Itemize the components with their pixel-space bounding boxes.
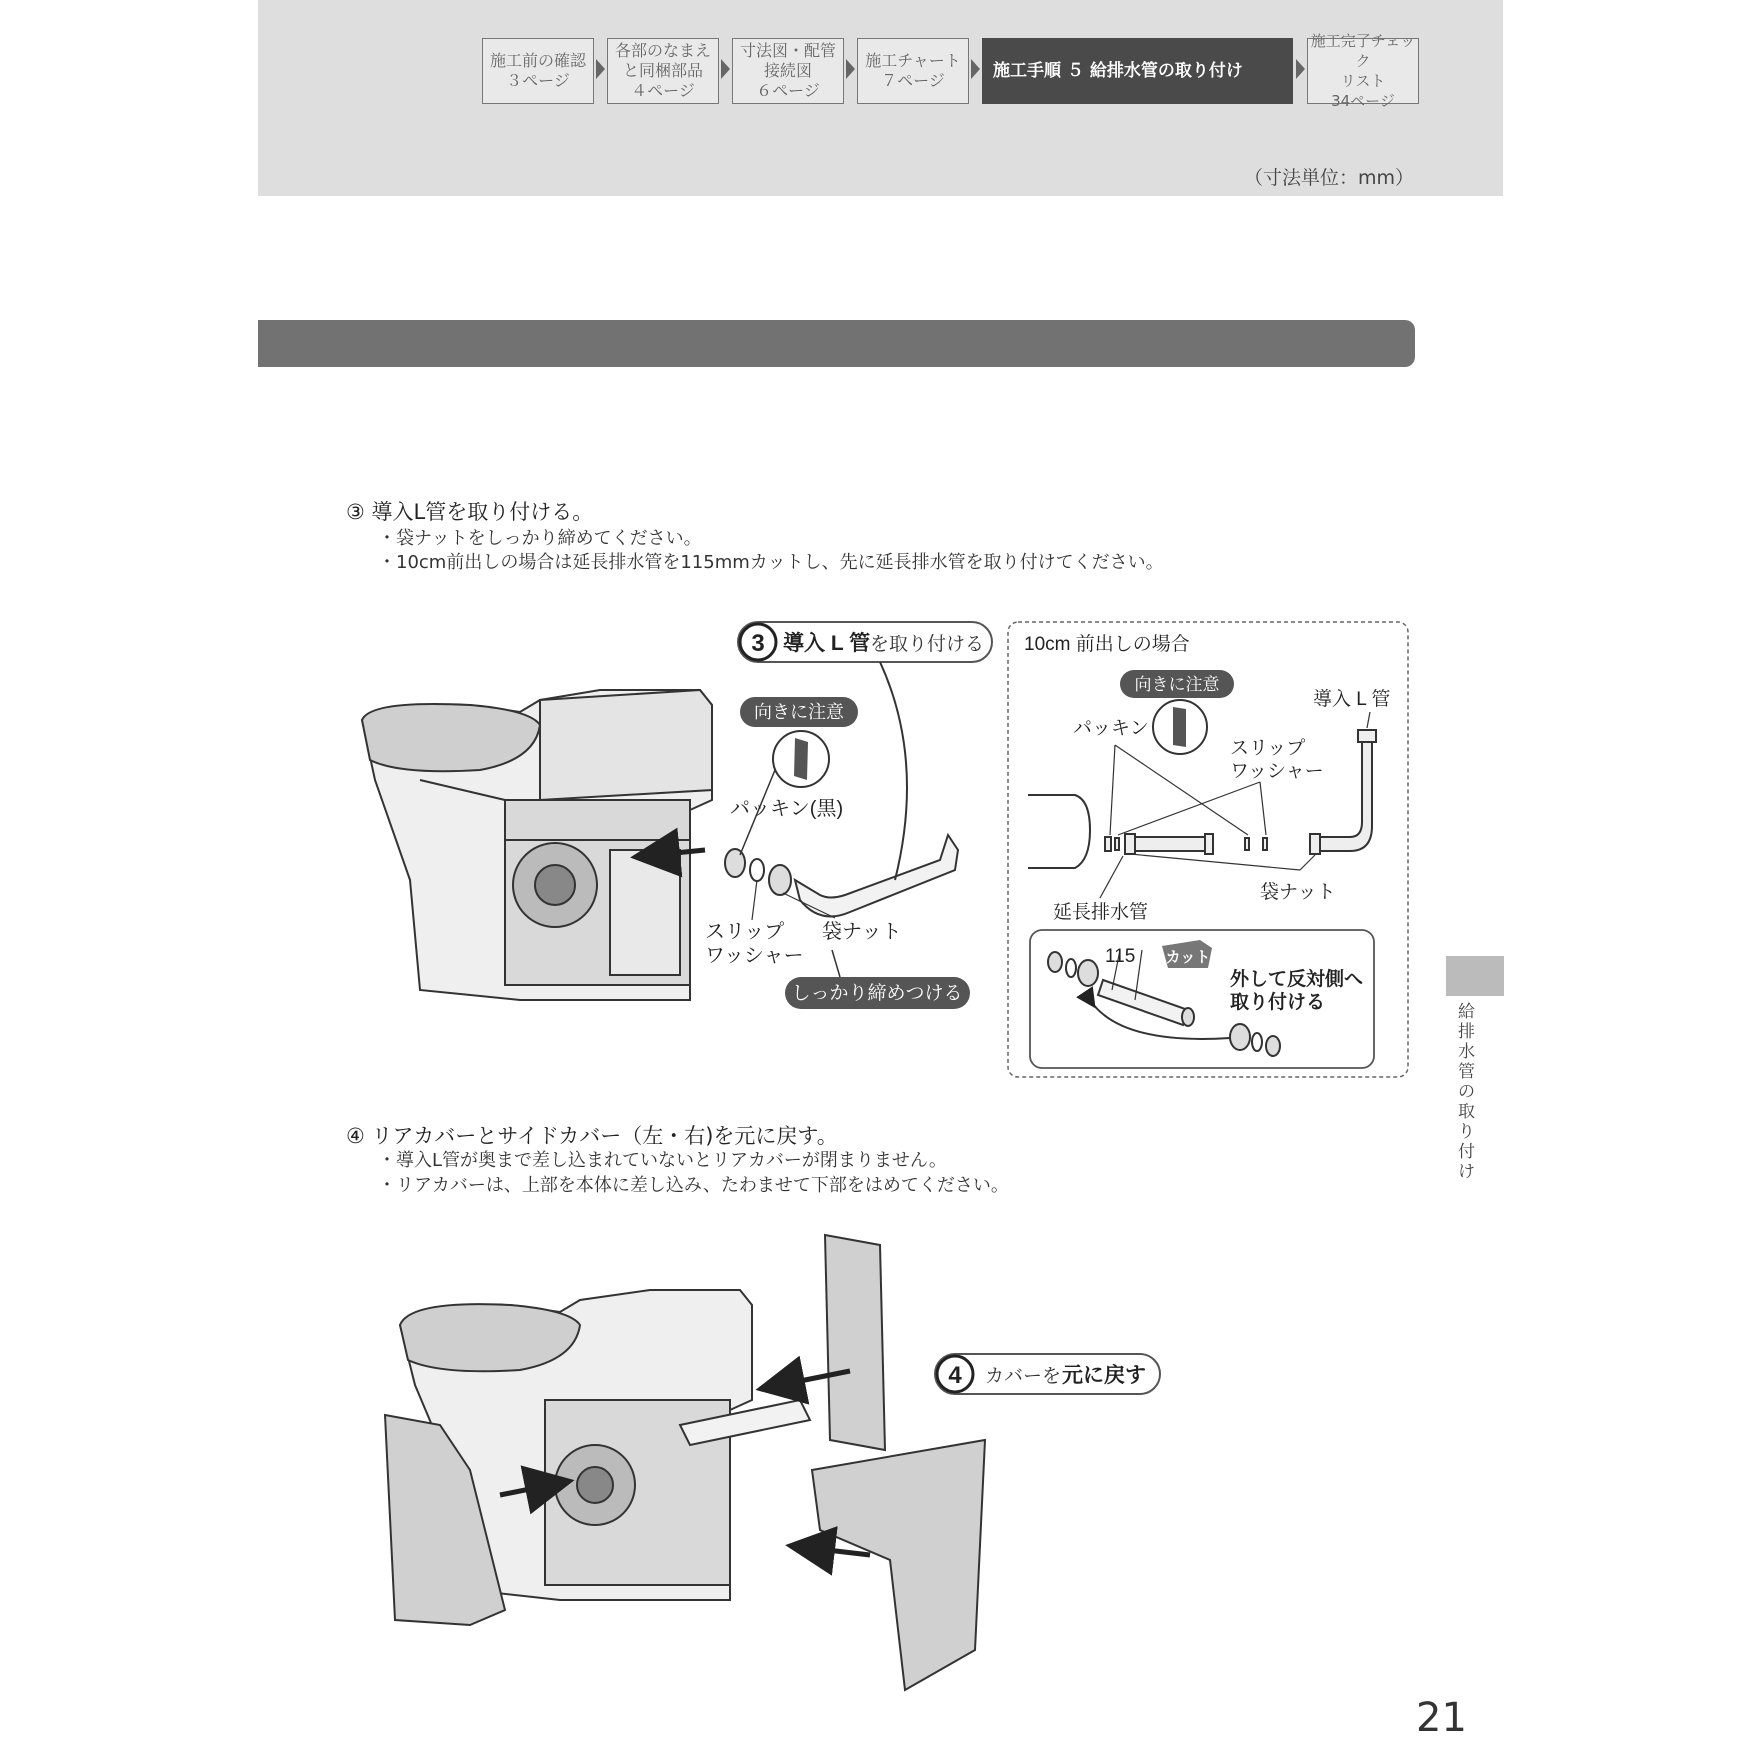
inset-packing-icon — [1173, 707, 1186, 747]
packing-label: パッキン(黒) — [730, 798, 844, 820]
nav-step-chart[interactable]: 施工チャート ７ページ — [857, 38, 969, 104]
pipe-parts-illustration — [725, 835, 958, 916]
step3-callout-bold: 導入 L 管 — [783, 632, 871, 655]
toilet-unit-illustration-step3 — [362, 690, 712, 1000]
slip-washer-label-2: ワッシャー — [705, 945, 804, 967]
inset-cut-badge: カット — [1165, 949, 1211, 966]
inset-reattach-2: 取り付ける — [1230, 992, 1326, 1013]
nav-step-dimensions[interactable]: 寸法図・配管 接続図 ６ページ — [732, 38, 844, 104]
right-cover-arrow-icon — [810, 1548, 870, 1555]
unit-note: （寸法単位：mm） — [1243, 167, 1414, 189]
inset-slip-label-2: ワッシャー — [1230, 761, 1324, 782]
inset-nut-label: 袋ナット — [1260, 882, 1336, 903]
step3-heading: ③ 導入L管を取り付ける。 — [346, 500, 594, 524]
toilet-unit-illustration-step4 — [385, 1235, 985, 1690]
step4-note-2: ・リアカバーは、上部を本体に差し込み、たわませて下部をはめてください。 — [378, 1175, 1009, 1196]
side-tab-label: 給排水管の取り付け — [1458, 1002, 1475, 1182]
inset-title: 10cm 前出しの場合 — [1024, 634, 1190, 655]
inset-dimension: 115 — [1105, 946, 1136, 967]
step3-callout-number: 3 — [751, 630, 765, 657]
nav-step-confirm[interactable]: 施工前の確認 ３ページ — [482, 38, 594, 104]
step4-callout-bold: 元に戻す — [1062, 1364, 1146, 1387]
inset-ext-pipe-label: 延長排水管 — [1053, 902, 1149, 923]
step4-callout-number: 4 — [948, 1362, 962, 1389]
inset-slip-label-1: スリップ — [1230, 738, 1306, 759]
nav-step-parts[interactable]: 各部のなまえ と同梱部品 ４ページ — [607, 38, 719, 104]
nav-step-current[interactable]: 施工手順 ５ 給排水管の取り付け — [982, 38, 1293, 104]
step3-callout-rest: を取り付ける — [870, 634, 985, 655]
step3-note-2: ・10cm前出しの場合は延長排水管を115mmカットし、先に延長排水管を取り付けてください。 — [378, 552, 1164, 573]
nav-step-checklist[interactable]: 施工完了チェック リスト 34ページ — [1307, 38, 1419, 104]
inset-reattach-1: 外して反対側へ — [1230, 969, 1364, 990]
step4-callout-rest: カバーを — [985, 1366, 1062, 1387]
caution-badge-text: 向きに注意 — [754, 702, 844, 722]
inset-caution-badge-text: 向きに注意 — [1134, 675, 1220, 694]
page-number: 21 — [1416, 1695, 1467, 1741]
step4-heading: ④ リアカバーとサイドカバー（左・右)を元に戻す。 — [346, 1124, 838, 1148]
packing-detail-icon — [794, 738, 808, 780]
tighten-badge-text: しっかり締めつける — [791, 983, 963, 1004]
step3-note-1: ・袋ナットをしっかり締めてください。 — [378, 528, 702, 549]
inset-pipe-label: 導入 L 管 — [1313, 689, 1391, 710]
inset-packing-label: パッキン — [1073, 718, 1149, 739]
step4-note-1: ・導入L管が奥まで差し込まれていないとリアカバーが閉まりません。 — [378, 1150, 947, 1171]
nut-label: 袋ナット — [822, 921, 902, 943]
inset-pipe-illustration — [1028, 730, 1376, 868]
slip-washer-label-1: スリップ — [705, 921, 785, 943]
